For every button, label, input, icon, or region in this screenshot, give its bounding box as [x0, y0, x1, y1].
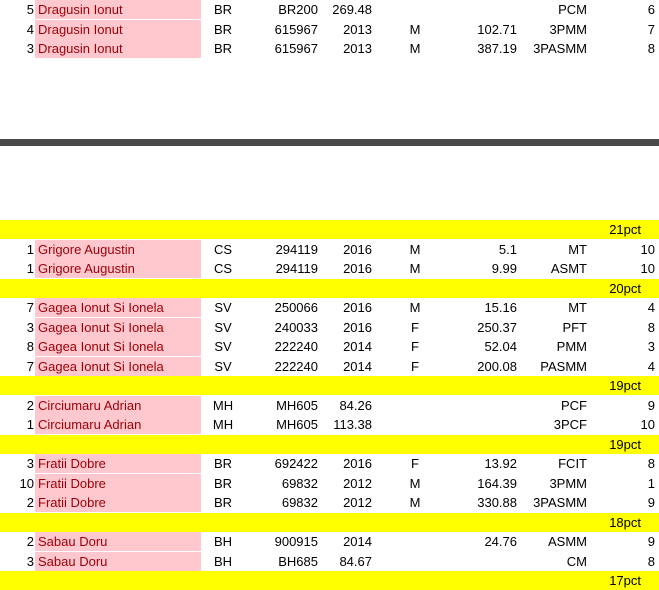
table-row — [0, 298, 659, 317]
cell-sex[interactable] — [392, 532, 438, 551]
group-label[interactable]: 17pct — [609, 573, 641, 588]
cell-category[interactable]: 3PASMM — [533, 41, 587, 56]
cell-place[interactable]: 4 — [647, 358, 655, 374]
group-header-band — [0, 279, 659, 298]
cell-score[interactable]: 250.37 — [477, 319, 517, 335]
cell-code[interactable]: 294119 — [275, 241, 318, 257]
cell-category[interactable]: PCF — [561, 397, 587, 413]
cell-code[interactable]: 615967 — [274, 21, 318, 37]
cell-place[interactable]: 7 — [647, 21, 655, 37]
group-label[interactable]: 18pct — [609, 514, 641, 530]
cell-score[interactable] — [440, 415, 517, 434]
cell-code[interactable]: 692422 — [274, 456, 318, 471]
cell-rank[interactable]: 3 — [26, 456, 34, 471]
cell-score[interactable]: 5.1 — [498, 241, 517, 257]
cell-code[interactable]: 250066 — [274, 300, 318, 315]
cell-code[interactable]: MH605 — [276, 397, 318, 413]
cell-county[interactable]: MH — [212, 397, 234, 413]
cell-county[interactable]: BR — [213, 456, 233, 471]
cell-county[interactable]: BR — [213, 21, 233, 37]
cell-score[interactable]: 164.39 — [477, 475, 517, 491]
section-divider — [0, 139, 659, 146]
cell-score[interactable]: 200.08 — [477, 358, 517, 374]
cell-name[interactable]: Fratii Dobre — [35, 493, 201, 512]
cell-place[interactable]: 10 — [640, 417, 655, 432]
cell-name[interactable]: Sabau Doru — [35, 532, 201, 551]
cell-place[interactable]: 3 — [647, 339, 655, 354]
cell-code[interactable]: 222240 — [274, 358, 318, 374]
cell-year[interactable]: 2016 — [343, 456, 372, 471]
table-row — [0, 39, 659, 58]
cell-code[interactable]: 222240 — [274, 339, 318, 354]
cell-rank[interactable]: 2 — [26, 397, 34, 413]
cell-sex[interactable]: M — [409, 261, 421, 276]
cell-category[interactable]: PMM — [556, 339, 587, 354]
cell-rank[interactable]: 4 — [26, 21, 34, 37]
cell-county[interactable]: CS — [213, 241, 233, 257]
cell-year[interactable]: 2012 — [343, 495, 372, 510]
cell-year[interactable]: 84.67 — [339, 553, 372, 569]
group-label[interactable]: 19pct — [609, 436, 641, 452]
cell-sex[interactable]: F — [411, 456, 419, 471]
cell-score[interactable]: 15.16 — [484, 300, 517, 315]
cell-sex[interactable]: M — [409, 300, 421, 315]
cell-code[interactable]: 615967 — [274, 41, 318, 56]
cell-sex[interactable]: M — [409, 41, 421, 56]
cell-year[interactable]: 2016 — [343, 319, 372, 335]
cell-score[interactable]: 102.71 — [477, 21, 517, 37]
cell-year[interactable]: 2016 — [343, 300, 372, 315]
cell-place[interactable]: 9 — [647, 397, 655, 413]
cell-place[interactable]: 10 — [640, 261, 655, 276]
table-row — [0, 259, 659, 278]
group-header-band — [0, 376, 659, 395]
cell-year[interactable]: 113.38 — [333, 417, 372, 432]
cell-rank[interactable]: 1 — [26, 261, 34, 276]
cell-code[interactable]: BR200 — [278, 2, 318, 17]
group-header-band — [0, 220, 659, 239]
cell-place[interactable]: 8 — [647, 553, 655, 569]
cell-score[interactable]: 52.04 — [484, 339, 517, 354]
table-row — [0, 318, 659, 337]
cell-county[interactable]: SV — [214, 319, 232, 335]
cell-name[interactable]: Gagea Ionut Si Ionela — [35, 318, 201, 337]
cell-score[interactable] — [440, 396, 517, 415]
cell-county[interactable]: BR — [213, 495, 233, 510]
cell-category[interactable]: 3PCF — [553, 417, 587, 432]
cell-place[interactable]: 9 — [647, 534, 655, 549]
cell-rank[interactable]: 8 — [26, 339, 34, 354]
cell-name[interactable]: Dragusin Ionut — [35, 39, 201, 58]
cell-score[interactable]: 9.99 — [491, 261, 517, 276]
cell-year[interactable]: 2016 — [343, 261, 372, 276]
cell-sex[interactable] — [392, 0, 438, 19]
table-row — [0, 552, 659, 571]
cell-place[interactable]: 8 — [647, 41, 655, 56]
table-row — [0, 357, 659, 376]
cell-year[interactable]: 269.48 — [332, 2, 372, 17]
cell-code[interactable]: 69832 — [281, 475, 318, 491]
cell-score[interactable]: 387.19 — [477, 41, 517, 56]
cell-year[interactable]: 2014 — [343, 534, 372, 549]
cell-code[interactable]: 240033 — [274, 319, 318, 335]
cell-place[interactable]: 8 — [647, 456, 655, 471]
cell-rank[interactable]: 2 — [26, 495, 34, 510]
cell-category[interactable]: ASMT — [550, 261, 587, 276]
cell-rank[interactable]: 7 — [26, 358, 34, 374]
cell-place[interactable]: 10 — [640, 241, 655, 257]
cell-code[interactable]: 294119 — [275, 261, 318, 276]
cell-name[interactable]: Circiumaru Adrian — [35, 415, 201, 434]
cell-score[interactable] — [440, 0, 517, 19]
cell-county[interactable]: BH — [213, 534, 233, 549]
cell-name[interactable]: Dragusin Ionut — [35, 0, 201, 19]
cell-year[interactable]: 2013 — [343, 21, 372, 37]
cell-county[interactable]: BR — [213, 2, 233, 17]
table-row — [0, 20, 659, 39]
cell-name[interactable]: Fratii Dobre — [35, 474, 201, 493]
cell-year[interactable]: 84.26 — [339, 397, 372, 413]
cell-sex[interactable]: M — [409, 21, 421, 37]
cell-county[interactable]: CS — [213, 261, 233, 276]
table-row — [0, 454, 659, 473]
cell-sex[interactable]: M — [409, 475, 421, 491]
cell-year[interactable]: 2012 — [343, 475, 372, 491]
cell-name[interactable]: Sabau Doru — [35, 552, 201, 571]
cell-code[interactable]: MH605 — [276, 417, 318, 432]
cell-score[interactable]: 330.88 — [477, 495, 517, 510]
cell-category[interactable]: MT — [568, 241, 587, 257]
cell-name[interactable]: Grigore Augustin — [35, 240, 201, 259]
cell-category[interactable]: FCIT — [558, 456, 587, 471]
cell-score[interactable] — [440, 552, 517, 571]
cell-county[interactable]: BH — [213, 553, 233, 569]
cell-category[interactable]: CM — [566, 553, 587, 569]
table-row — [0, 337, 659, 356]
cell-sex[interactable]: M — [409, 495, 421, 510]
cell-year[interactable]: 2014 — [343, 339, 372, 354]
cell-sex[interactable]: F — [411, 339, 419, 354]
group-label[interactable]: 19pct — [609, 378, 641, 393]
cell-rank[interactable]: 2 — [26, 534, 34, 549]
cell-year[interactable]: 2013 — [343, 41, 372, 56]
cell-county[interactable]: MH — [212, 417, 234, 432]
table-row — [0, 240, 659, 259]
cell-sex[interactable] — [392, 552, 438, 571]
group-label[interactable]: 21pct — [609, 222, 641, 237]
cell-name[interactable]: Gagea Ionut Si Ionela — [35, 337, 201, 356]
cell-place[interactable]: 4 — [647, 300, 655, 315]
cell-rank[interactable]: 1 — [26, 241, 34, 257]
cell-name[interactable]: Dragusin Ionut — [35, 20, 201, 39]
cell-county[interactable]: SV — [214, 300, 232, 315]
cell-category[interactable]: 3PMM — [549, 475, 587, 491]
cell-category[interactable]: 3PASMM — [533, 495, 587, 510]
cell-name[interactable]: Gagea Ionut Si Ionela — [35, 357, 201, 376]
cell-code[interactable]: 69832 — [281, 495, 318, 510]
cell-name[interactable]: Fratii Dobre — [35, 454, 201, 473]
group-header-band — [0, 513, 659, 532]
cell-rank[interactable]: 5 — [26, 2, 34, 17]
cell-sex[interactable] — [392, 396, 438, 415]
table-row — [0, 396, 659, 415]
cell-sex[interactable]: M — [409, 241, 421, 257]
cell-place[interactable]: 6 — [647, 2, 655, 17]
group-header-band — [0, 435, 659, 454]
table-row — [0, 474, 659, 493]
cell-rank[interactable]: 10 — [19, 475, 34, 491]
table-row — [0, 0, 659, 19]
cell-category[interactable]: ASMM — [548, 534, 587, 549]
cell-category[interactable]: 3PMM — [549, 21, 587, 37]
table-row — [0, 415, 659, 434]
cell-county[interactable]: SV — [214, 358, 232, 374]
cell-place[interactable]: 1 — [647, 475, 655, 491]
cell-score[interactable]: 24.76 — [484, 534, 517, 549]
group-header-band — [0, 571, 659, 590]
cell-code[interactable]: BH685 — [278, 553, 318, 569]
cell-name[interactable]: Gagea Ionut Si Ionela — [35, 298, 201, 317]
cell-category[interactable]: PASMM — [540, 358, 587, 374]
cell-code[interactable]: 900915 — [274, 534, 318, 549]
cell-category[interactable]: MT — [568, 300, 587, 315]
table-row — [0, 532, 659, 551]
cell-place[interactable]: 8 — [647, 319, 655, 335]
cell-rank[interactable]: 3 — [26, 41, 34, 56]
cell-rank[interactable]: 3 — [26, 319, 34, 335]
cell-name[interactable]: Grigore Augustin — [35, 259, 201, 278]
cell-category[interactable]: PFT — [562, 319, 587, 335]
table-row — [0, 493, 659, 512]
cell-rank[interactable]: 3 — [26, 553, 34, 569]
cell-sex[interactable] — [392, 415, 438, 434]
cell-rank[interactable]: 7 — [26, 300, 34, 315]
cell-name[interactable]: Circiumaru Adrian — [35, 396, 201, 415]
cell-score[interactable]: 13.92 — [484, 456, 517, 471]
cell-county[interactable]: SV — [214, 339, 232, 354]
cell-county[interactable]: BR — [213, 475, 233, 491]
cell-place[interactable]: 9 — [647, 495, 655, 510]
cell-year[interactable]: 2014 — [343, 358, 372, 374]
cell-sex[interactable]: F — [411, 358, 419, 374]
cell-category[interactable]: PCM — [558, 2, 587, 17]
cell-county[interactable]: BR — [213, 41, 233, 56]
cell-sex[interactable]: F — [411, 319, 419, 335]
group-label[interactable]: 20pct — [609, 280, 641, 296]
cell-rank[interactable]: 1 — [26, 417, 34, 432]
cell-year[interactable]: 2016 — [343, 241, 372, 257]
